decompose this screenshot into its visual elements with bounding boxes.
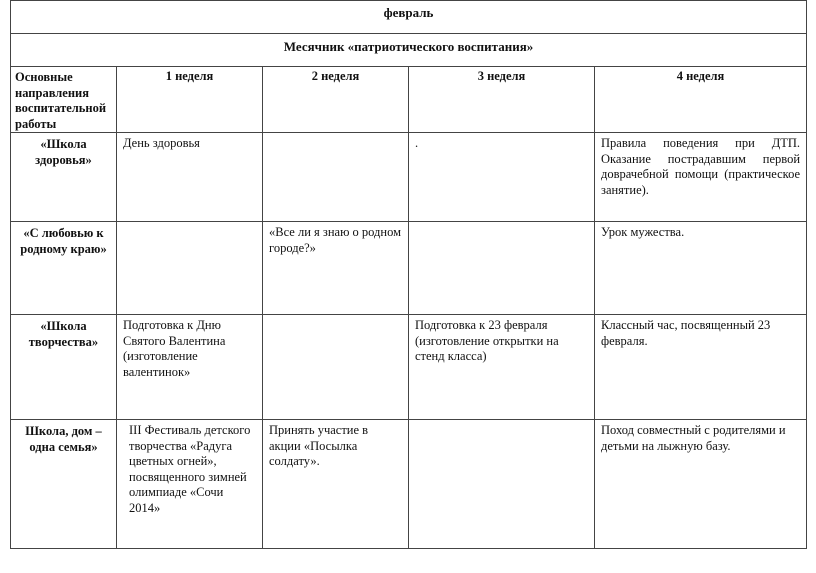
week-4-cell: Поход совместный с родителями и детьми на лыжную базу. [601,423,786,453]
table-row [11,133,807,222]
week-3-header: 3 неделя [477,69,526,83]
week-4-header: 4 неделя [676,69,725,83]
month-subtitle: Месячник «патриотического воспитания» [283,39,534,54]
table-row [11,420,807,549]
week-1-cell [117,222,262,225]
week-3-cell [409,222,594,225]
week-3-cell [409,420,594,423]
plan-sheet [10,0,806,549]
week-4-cell: Правила поведения при ДТП. Оказание пострадавшим первой доврачебной помощи (практическое занятие). [601,136,801,197]
directions-column-header: Основные направления воспитательной работы [15,70,107,131]
week-2-cell [263,315,408,318]
month-title: февраль [383,5,434,20]
subtitle-row [11,34,807,67]
direction-label: «С любовью к родному краю» [20,226,107,256]
week-2-header: 2 неделя [311,69,360,83]
week-2-cell [263,133,408,136]
week-4-cell: Урок мужества. [601,225,685,239]
direction-label: «Школа творчества» [28,319,99,349]
plan-table [10,0,807,549]
week-3-cell: Подготовка к 23 февраля (изготовление открытки на стенд класса) [415,318,559,363]
direction-label: «Школа здоровья» [35,137,92,167]
week-4-cell: Классный час, посвященный 23 февраля. [601,318,771,348]
title-row [11,1,807,34]
week-1-cell: Подготовка к Дню Святого Валентина (изготовление валентинок» [123,318,226,379]
column-header-row [11,67,807,133]
week-3-cell: . [415,136,419,150]
week-1-header: 1 неделя [165,69,214,83]
week-1-cell: III Фестиваль детского творчества «Радуга цветных огней», посвященного зимней олимпиаде «Сочи 2014» [129,423,251,515]
table-row [11,315,807,420]
table-row [11,222,807,315]
week-2-cell: Принять участие в акции «Посылка солдату». [269,423,369,468]
week-2-cell: «Все ли я знаю о родном городе?» [269,225,402,255]
direction-label: Школа, дом – одна семья» [25,424,102,454]
week-1-cell: День здоровья [123,136,200,150]
